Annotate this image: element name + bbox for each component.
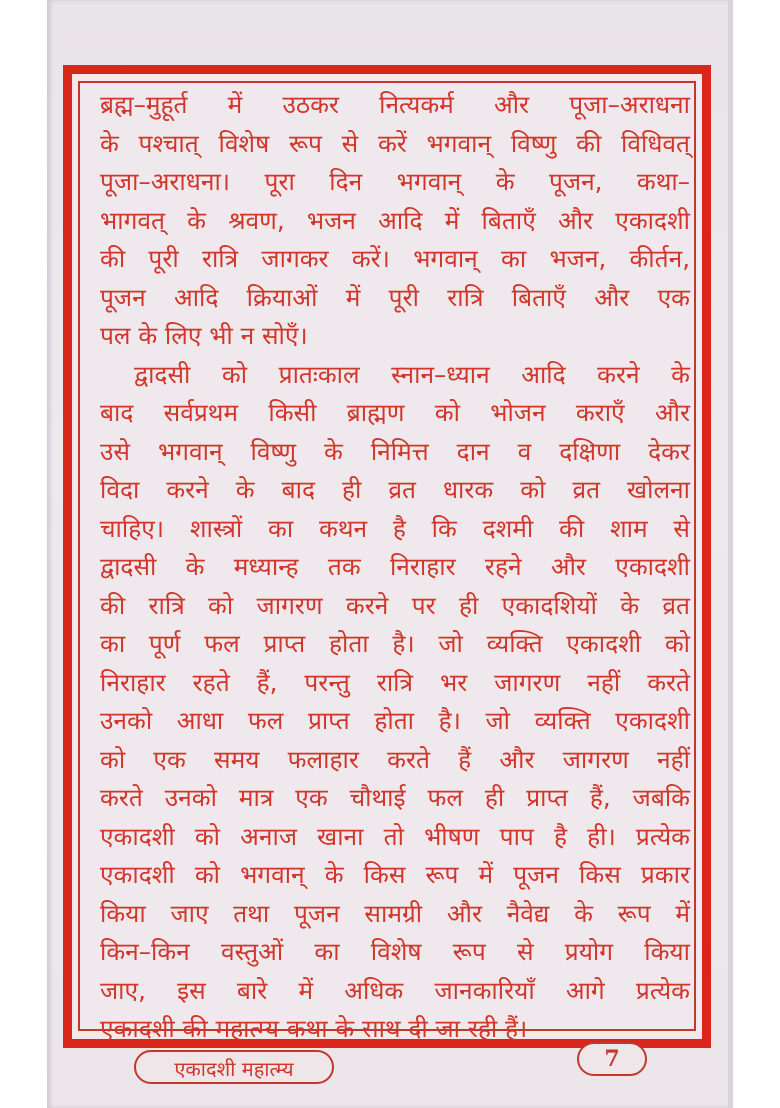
text-line: एकादशी की महात्म्य कथा के साथ दी जा रही हैं। bbox=[100, 1014, 528, 1043]
text-line: बाद सर्वप्रथम किसी ब्राह्मण को भोजन कराएँ और bbox=[100, 398, 690, 427]
text-line: पल के लिए भी न सोएँ। bbox=[100, 321, 308, 350]
text-line: एकादशी को भगवान् के किस रूप में पूजन किस प्रकार bbox=[100, 860, 690, 889]
text-line: पूजा–अराधना। पूरा दिन भगवान् के पूजन, कथा– bbox=[100, 167, 690, 196]
text-line: उनको आधा फल प्राप्त होता है। जो व्यक्ति एकादशी bbox=[100, 706, 690, 735]
text-line: द्वादसी के मध्यान्ह तक निराहार रहने और एकादशी bbox=[100, 552, 690, 581]
text-line: जाए, इस बारे में अधिक जानकारियाँ आगे प्रत्येक bbox=[100, 975, 690, 1005]
text-line: की पूरी रात्रि जागकर करें। भगवान् का भजन, कीर्तन, bbox=[100, 244, 690, 273]
text-line: को एक समय फलाहार करते हैं और जागरण नहीं bbox=[100, 744, 690, 774]
text-line: चाहिए। शास्त्रों का कथन है कि दशमी की शाम से bbox=[100, 513, 690, 543]
footer-book-title: एकादशी महात्म्य bbox=[134, 1050, 334, 1084]
text-line: द्वादसी को प्रातःकाल स्नान–ध्यान आदि करने के bbox=[134, 359, 690, 389]
page-number: 7 bbox=[577, 1042, 647, 1076]
text-line: विदा करने के बाद ही व्रत धारक को व्रत खोलना bbox=[100, 475, 690, 504]
text-line: करते उनको मात्र एक चौथाई फल ही प्राप्त हैं, जबकि bbox=[100, 783, 690, 812]
page-text bbox=[100, 86, 690, 1049]
text-line: भागवत् के श्रवण, भजन आदि में बिताएँ और एकादशी bbox=[100, 205, 690, 235]
text-line: के पश्चात् विशेष रूप से करें भगवान् विष्णु की विधिवत् bbox=[100, 128, 690, 158]
text-line: पूजन आदि क्रियाओं में पूरी रात्रि बिताएँ और एक bbox=[100, 282, 690, 312]
text-line: किया जाए तथा पूजन सामग्री और नैवेद्य के रूप में bbox=[100, 898, 690, 928]
text-line: ब्रह्म–मुहूर्त में उठकर नित्यकर्म और पूजा–अराधना bbox=[100, 90, 690, 119]
text-line: एकादशी को अनाज खाना तो भीषण पाप है ही। प्रत्येक bbox=[100, 821, 690, 851]
page-edge bbox=[728, 0, 733, 1108]
text-line: का पूर्ण फल प्राप्त होता है। जो व्यक्ति एकादशी को bbox=[100, 629, 690, 658]
text-line: किन–किन वस्तुओं का विशेष रूप से प्रयोग किया bbox=[100, 937, 690, 966]
text-line: निराहार रहते हैं, परन्तु रात्रि भर जागरण नहीं करते bbox=[100, 667, 690, 697]
text-line: उसे भगवान् विष्णु के निमित्त दान व दक्षिणा देकर bbox=[100, 436, 690, 466]
text-line: की रात्रि को जागरण करने पर ही एकादशियों के व्रत bbox=[100, 590, 690, 620]
